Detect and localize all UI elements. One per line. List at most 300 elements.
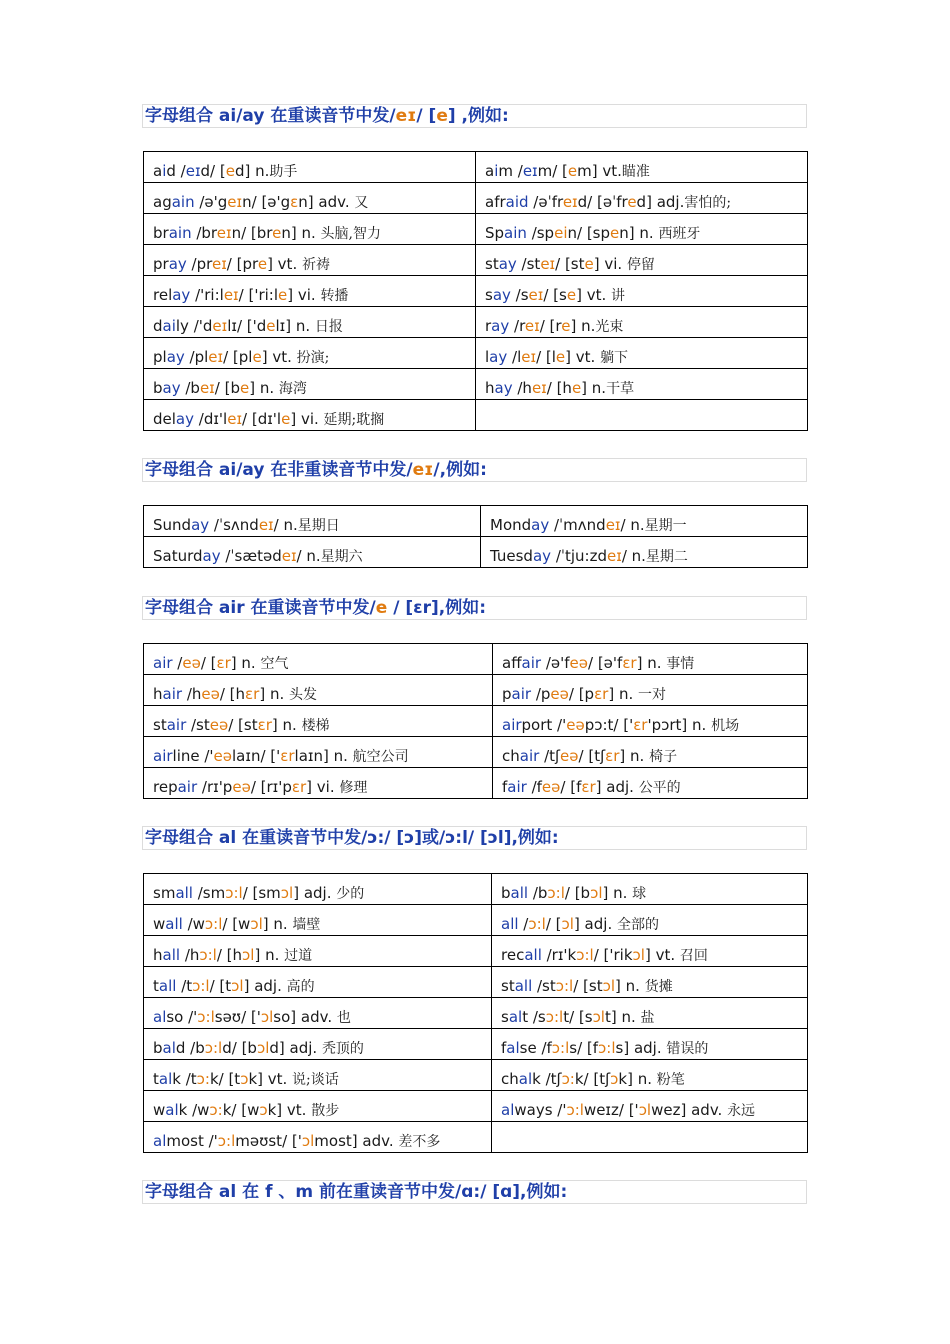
word-segment: /rɪ'p bbox=[197, 778, 233, 796]
word-segment: i bbox=[162, 162, 167, 180]
meaning-text: 永远 bbox=[727, 1103, 756, 1119]
word-segment: 在重读音节中发/ bbox=[244, 598, 376, 618]
word-segment: eə bbox=[569, 654, 588, 672]
meaning-text: 召回 bbox=[679, 948, 708, 964]
word-segment: /l bbox=[507, 348, 522, 366]
word-segment: ay bbox=[494, 379, 513, 397]
word-segment: air bbox=[166, 716, 187, 734]
vocab-entry-cell bbox=[476, 245, 808, 276]
word-segment: 在非重读音节中发/ bbox=[264, 460, 413, 480]
word-segment: 字母组合 bbox=[145, 828, 219, 848]
word-segment: air bbox=[507, 778, 527, 796]
table-row bbox=[144, 245, 808, 276]
word-segment: 字母组合 bbox=[145, 598, 219, 618]
meaning-text: 停留 bbox=[626, 257, 655, 273]
word-segment: so] adv. bbox=[273, 1008, 337, 1026]
section-heading-al bbox=[142, 826, 807, 850]
word-segment: wez] adv. bbox=[651, 1101, 728, 1119]
word-segment: /st bbox=[532, 977, 556, 995]
meaning-text: 西班牙 bbox=[658, 226, 701, 242]
meaning-text: 干草 bbox=[606, 381, 635, 397]
meaning-text: 全部的 bbox=[616, 917, 659, 933]
word-segment: ay bbox=[492, 286, 511, 304]
word-segment: ei bbox=[554, 224, 568, 242]
word-segment: ch bbox=[502, 747, 520, 765]
word-segment: / [r bbox=[539, 317, 562, 335]
word-segment: al bbox=[165, 1101, 179, 1119]
word-segment: /s bbox=[510, 286, 529, 304]
table-row bbox=[144, 152, 808, 183]
word-segment: al bbox=[218, 1182, 237, 1202]
word-segment: e bbox=[272, 224, 282, 242]
table-row bbox=[144, 369, 808, 400]
word-segment: 在重读音节中发/ɔ:/ [ɔ]或/ɔ:l/ [ɔl],例如: bbox=[236, 828, 559, 848]
table-row bbox=[144, 737, 808, 768]
word-segment: al bbox=[153, 1132, 167, 1150]
vocab-entry-cell bbox=[476, 276, 808, 307]
word-segment: br bbox=[153, 224, 169, 242]
word-segment: /p bbox=[531, 685, 551, 703]
word-segment: / [ə'f bbox=[588, 654, 623, 672]
word-segment: all bbox=[501, 915, 519, 933]
word-segment: ] n. bbox=[615, 977, 645, 995]
word-segment: s/ [f bbox=[569, 1039, 599, 1057]
word-segment: s bbox=[501, 1008, 509, 1026]
word-segment: e bbox=[627, 193, 637, 211]
word-segment: f bbox=[502, 778, 508, 796]
word-segment: t bbox=[153, 977, 159, 995]
word-segment: Tuesd bbox=[490, 547, 533, 565]
word-segment: lɪ] n. bbox=[275, 317, 315, 335]
word-segment: e bbox=[561, 317, 571, 335]
word-segment: e bbox=[252, 348, 262, 366]
meaning-text: 错误的 bbox=[666, 1041, 709, 1057]
word-segment: ] vt. bbox=[261, 348, 297, 366]
word-segment: ay bbox=[175, 410, 194, 428]
section-heading-ai-ay-stressed bbox=[142, 104, 807, 128]
word-segment: m] vt. bbox=[577, 162, 622, 180]
meaning-text: 过道 bbox=[284, 948, 313, 964]
vocab-table-al bbox=[143, 873, 808, 1153]
word-segment: eɪ bbox=[521, 348, 537, 366]
vocab-entry-cell bbox=[144, 369, 476, 400]
table-row bbox=[144, 706, 808, 737]
meaning-text: 航空公司 bbox=[352, 749, 409, 765]
word-segment: air bbox=[519, 747, 540, 765]
word-segment: /sm bbox=[192, 884, 226, 902]
word-segment: ɔ bbox=[240, 1070, 249, 1088]
word-segment: ɔ:l bbox=[545, 1008, 564, 1026]
meaning-text: 修理 bbox=[339, 780, 368, 796]
word-segment: / n. bbox=[620, 516, 645, 534]
word-segment: /b bbox=[528, 884, 548, 902]
word-segment: m / bbox=[498, 162, 523, 180]
word-segment: al bbox=[218, 828, 237, 848]
word-segment: pl bbox=[153, 348, 167, 366]
word-segment: e bbox=[257, 255, 268, 273]
empty-cell bbox=[492, 1122, 808, 1153]
meaning-text: 空气 bbox=[260, 656, 289, 672]
vocab-entry-cell bbox=[144, 338, 476, 369]
word-segment: / [st bbox=[228, 716, 258, 734]
meaning-text: 瞄准 bbox=[621, 164, 650, 180]
meaning-text: 楼梯 bbox=[301, 718, 330, 734]
word-segment: air bbox=[218, 598, 245, 618]
word-segment: /t bbox=[176, 977, 193, 995]
word-segment: ɔ:l bbox=[217, 1132, 236, 1150]
word-segment: ɔ:l bbox=[528, 915, 546, 933]
word-segment: rep bbox=[153, 778, 178, 796]
word-segment: k] n. bbox=[618, 1070, 657, 1088]
word-segment: w bbox=[153, 915, 166, 933]
word-segment: h bbox=[153, 946, 163, 964]
vocab-entry-cell bbox=[493, 737, 808, 768]
table-row bbox=[144, 307, 808, 338]
word-segment: e bbox=[555, 348, 566, 366]
word-segment: eɪ bbox=[258, 516, 274, 534]
word-segment: all bbox=[524, 946, 542, 964]
word-segment: ay bbox=[531, 516, 550, 534]
word-segment: n/ [sp bbox=[567, 224, 611, 242]
word-segment: air bbox=[153, 747, 173, 765]
meaning-text: 头脑,智力 bbox=[320, 226, 381, 242]
vocab-entry-cell bbox=[144, 1029, 492, 1060]
word-segment: k /t bbox=[172, 1070, 197, 1088]
word-segment: a bbox=[153, 162, 163, 180]
word-segment: ] n. bbox=[608, 685, 639, 703]
word-segment: 在 bbox=[236, 1182, 266, 1202]
meaning-text: 椅子 bbox=[649, 749, 678, 765]
vocab-entry-cell bbox=[476, 369, 808, 400]
meaning-text: 货摊 bbox=[644, 979, 673, 995]
vocab-entry-cell bbox=[144, 644, 493, 675]
vocab-entry-cell bbox=[144, 905, 492, 936]
table-row bbox=[144, 276, 808, 307]
vocab-entry-cell bbox=[492, 1091, 808, 1122]
vocab-entry-cell bbox=[492, 967, 808, 998]
word-segment: / [b bbox=[564, 884, 591, 902]
vocab-entry-cell bbox=[476, 338, 808, 369]
word-segment: ] vi. bbox=[593, 255, 627, 273]
word-segment: ly /'d bbox=[175, 317, 213, 335]
section-heading-ai-ay-unstressed bbox=[142, 458, 807, 482]
word-segment: /ə'g bbox=[194, 193, 228, 211]
vocab-entry-cell bbox=[492, 1060, 808, 1091]
table-row bbox=[144, 644, 808, 675]
vocab-entry-cell bbox=[144, 214, 476, 245]
word-segment: /h bbox=[182, 685, 202, 703]
word-segment: most] adv. bbox=[314, 1132, 399, 1150]
vocab-entry-cell bbox=[492, 1029, 808, 1060]
vocab-entry-cell bbox=[476, 307, 808, 338]
section-heading-air bbox=[142, 596, 807, 620]
vocab-entry-cell bbox=[476, 183, 808, 214]
word-segment: ɔ:l bbox=[555, 977, 574, 995]
word-segment: ɔ:l bbox=[576, 946, 594, 964]
word-segment: del bbox=[153, 410, 176, 428]
word-segment: ] adj. bbox=[573, 915, 617, 933]
word-segment: k /tʃ bbox=[532, 1070, 562, 1088]
word-segment: / bbox=[172, 654, 183, 672]
meaning-text: 星期二 bbox=[645, 549, 688, 565]
word-segment: aid bbox=[505, 193, 529, 211]
word-segment: al bbox=[506, 1039, 520, 1057]
meaning-text: 高的 bbox=[286, 979, 315, 995]
word-segment: ɔ:l bbox=[192, 977, 210, 995]
word-segment: i bbox=[494, 162, 499, 180]
table-row bbox=[144, 506, 808, 537]
word-segment: d / bbox=[166, 162, 186, 180]
table-row bbox=[144, 338, 808, 369]
word-segment: 'pɔrt] n. bbox=[647, 716, 712, 734]
vocab-entry-cell bbox=[144, 706, 493, 737]
word-segment: ɔl bbox=[561, 915, 574, 933]
word-segment: eɪ bbox=[531, 379, 547, 397]
word-segment: eə bbox=[560, 747, 579, 765]
word-segment: ɔ bbox=[259, 1101, 268, 1119]
word-segment: ] ,例如: bbox=[447, 106, 509, 126]
word-segment: t /s bbox=[522, 1008, 546, 1026]
meaning-text: 散步 bbox=[311, 1103, 340, 1119]
meaning-text: 日报 bbox=[314, 319, 343, 335]
table-row bbox=[144, 675, 808, 706]
word-segment: /br bbox=[191, 224, 217, 242]
meaning-text: 也 bbox=[336, 1010, 351, 1026]
word-segment: ] vi. bbox=[287, 286, 321, 304]
word-segment: ag bbox=[153, 193, 172, 211]
word-segment: ] n. bbox=[636, 654, 667, 672]
table-row bbox=[144, 874, 808, 905]
word-segment: f bbox=[265, 1182, 273, 1202]
word-segment: eɪ bbox=[540, 255, 556, 273]
vocab-entry-cell bbox=[476, 152, 808, 183]
word-segment: b bbox=[501, 884, 511, 902]
word-segment: h bbox=[485, 379, 495, 397]
vocab-entry-cell bbox=[144, 307, 476, 338]
word-segment: / [ bbox=[545, 915, 562, 933]
word-segment: e bbox=[436, 106, 448, 126]
word-segment: all bbox=[165, 915, 183, 933]
word-segment: / [ bbox=[387, 598, 414, 618]
word-segment: ɔ:l bbox=[199, 946, 217, 964]
word-segment: ay bbox=[172, 286, 191, 304]
word-segment: a bbox=[485, 162, 495, 180]
vocab-entry-cell bbox=[493, 644, 808, 675]
vocab-entry-cell bbox=[144, 537, 481, 568]
word-segment: s] adj. bbox=[615, 1039, 667, 1057]
word-segment: ɔ:l bbox=[225, 884, 243, 902]
word-segment: e bbox=[567, 162, 578, 180]
table-row bbox=[144, 537, 808, 568]
word-segment: ɔ: bbox=[561, 1070, 575, 1088]
word-segment: ay bbox=[202, 547, 221, 565]
word-segment: / [pr bbox=[226, 255, 258, 273]
vocab-entry-cell bbox=[481, 537, 808, 568]
word-segment: e bbox=[571, 379, 582, 397]
table-row bbox=[144, 998, 808, 1029]
word-segment: /st bbox=[516, 255, 541, 273]
word-segment: ɔl bbox=[301, 1132, 315, 1150]
word-segment: eɪ bbox=[185, 162, 201, 180]
word-segment: d /b bbox=[175, 1039, 205, 1057]
word-segment: ay bbox=[498, 255, 517, 273]
word-segment: ay bbox=[489, 348, 508, 366]
word-segment: /h bbox=[512, 379, 532, 397]
meaning-text: 盐 bbox=[640, 1010, 655, 1026]
word-segment: eɪ bbox=[223, 286, 239, 304]
vocab-entry-cell bbox=[144, 400, 476, 431]
word-segment: line /' bbox=[172, 747, 214, 765]
word-segment: ɔ:l bbox=[204, 915, 223, 933]
word-segment: all bbox=[514, 977, 533, 995]
word-segment: ] vi. bbox=[290, 410, 324, 428]
word-segment: d/ [b bbox=[222, 1039, 257, 1057]
word-segment: /ˈsætəd bbox=[220, 547, 282, 565]
word-segment: k/ [w bbox=[222, 1101, 260, 1119]
word-segment: ɛr bbox=[622, 654, 637, 672]
word-segment: ain bbox=[168, 224, 192, 242]
word-segment: p bbox=[502, 685, 512, 703]
vocab-entry-cell bbox=[493, 768, 808, 799]
meaning-text: 头发 bbox=[289, 687, 317, 703]
word-segment: ɔ: bbox=[209, 1101, 223, 1119]
vocab-entry-cell bbox=[492, 874, 808, 905]
word-segment: n] n. bbox=[619, 224, 659, 242]
word-segment: eə bbox=[232, 778, 251, 796]
vocab-entry-cell bbox=[144, 183, 476, 214]
word-segment: e bbox=[375, 598, 388, 618]
word-segment: 在重读音节中发/ bbox=[264, 106, 396, 126]
word-segment: n/ [ə'g bbox=[242, 193, 291, 211]
word-segment: rec bbox=[501, 946, 525, 964]
word-segment: eɪ bbox=[199, 379, 215, 397]
word-segment: ] n. bbox=[271, 716, 302, 734]
word-segment: rel bbox=[153, 286, 173, 304]
word-segment: ] n. bbox=[259, 685, 289, 703]
word-segment: n] adv. bbox=[298, 193, 355, 211]
word-segment: eɪ bbox=[528, 286, 544, 304]
word-segment: k] vt. bbox=[248, 1070, 293, 1088]
empty-cell bbox=[476, 400, 808, 431]
word-segment: / [tʃ bbox=[578, 747, 606, 765]
word-segment: afr bbox=[485, 193, 506, 211]
table-row bbox=[144, 936, 808, 967]
vocab-entry-cell bbox=[492, 998, 808, 1029]
word-segment: ɛr bbox=[413, 598, 431, 618]
word-segment: eɪ bbox=[562, 193, 578, 211]
word-segment: / [sm bbox=[242, 884, 281, 902]
word-segment: al bbox=[518, 1070, 533, 1088]
word-segment: eɪ bbox=[522, 162, 538, 180]
word-segment: / bbox=[518, 915, 529, 933]
word-segment: /,例如: bbox=[433, 460, 487, 480]
word-segment: al bbox=[162, 1039, 176, 1057]
word-segment: d/ [ bbox=[200, 162, 226, 180]
word-segment: ɛr bbox=[581, 778, 596, 796]
word-segment: h bbox=[153, 685, 163, 703]
word-segment: / [l bbox=[536, 348, 556, 366]
meaning-text: 星期六 bbox=[320, 549, 363, 565]
word-segment: /pl bbox=[184, 348, 209, 366]
vocab-entry-cell bbox=[144, 874, 492, 905]
meaning-text: 海湾 bbox=[278, 381, 307, 397]
word-segment: / n. bbox=[621, 547, 646, 565]
word-segment: eɪ bbox=[395, 106, 417, 126]
meaning-text: 光束 bbox=[595, 319, 624, 335]
word-segment: 前在重读音节中发/ɑ:/ [ɑ],例如: bbox=[313, 1182, 568, 1202]
word-segment: eɪ bbox=[227, 410, 243, 428]
word-segment: n/ [br bbox=[231, 224, 273, 242]
vocab-entry-cell bbox=[144, 936, 492, 967]
word-segment: e bbox=[266, 317, 276, 335]
word-segment: /pr bbox=[186, 255, 212, 273]
word-segment: ] vt. bbox=[267, 255, 302, 273]
word-segment: / [h bbox=[216, 946, 243, 964]
word-segment: weɪz/ [' bbox=[583, 1101, 639, 1119]
word-segment: b bbox=[153, 1039, 163, 1057]
word-segment: ɔl bbox=[602, 977, 616, 995]
word-segment: eɪ bbox=[227, 193, 243, 211]
meaning-text: 助手 bbox=[269, 164, 298, 180]
table-row bbox=[144, 214, 808, 245]
word-segment: m/ [ bbox=[537, 162, 568, 180]
vocab-entry-cell bbox=[144, 245, 476, 276]
word-segment: port /' bbox=[521, 716, 567, 734]
word-segment: eɪ bbox=[216, 224, 232, 242]
word-segment: /st bbox=[186, 716, 210, 734]
word-segment: ay bbox=[191, 516, 210, 534]
word-segment: al bbox=[501, 1101, 515, 1119]
word-segment: /rɪ'k bbox=[541, 946, 577, 964]
word-segment: / [h bbox=[219, 685, 246, 703]
word-segment: ɔ:l bbox=[598, 1039, 616, 1057]
meaning-text: 秃顶的 bbox=[321, 1041, 364, 1057]
word-segment: Sp bbox=[485, 224, 505, 242]
meaning-text: 球 bbox=[632, 886, 647, 902]
word-segment: s bbox=[485, 286, 493, 304]
word-segment: eə bbox=[541, 778, 561, 796]
word-segment: /w bbox=[182, 915, 205, 933]
word-segment: st bbox=[501, 977, 515, 995]
meaning-text: 粉笔 bbox=[656, 1072, 685, 1088]
word-segment: /'ri:l bbox=[190, 286, 224, 304]
word-segment: ɔ bbox=[610, 1070, 619, 1088]
word-segment: /ˈsʌnd bbox=[209, 516, 259, 534]
word-segment: ɛr bbox=[245, 685, 260, 703]
word-segment: t bbox=[153, 1070, 159, 1088]
word-segment: / [dɪ'l bbox=[242, 410, 282, 428]
word-segment: /ə'f bbox=[541, 654, 570, 672]
word-segment: eə bbox=[182, 654, 201, 672]
word-segment: k] vt. bbox=[267, 1101, 312, 1119]
word-segment: d] adj. bbox=[269, 1039, 322, 1057]
word-segment: 字母组合 bbox=[145, 1182, 219, 1202]
meaning-text: 又 bbox=[354, 195, 369, 211]
word-segment: ] n. bbox=[254, 946, 285, 964]
word-segment: /r bbox=[509, 317, 525, 335]
word-segment: all bbox=[162, 946, 181, 964]
word-segment: all bbox=[510, 884, 529, 902]
word-segment: eɪ bbox=[607, 547, 622, 565]
word-segment: /h bbox=[180, 946, 200, 964]
word-segment: al bbox=[508, 1008, 523, 1026]
word-segment: ] adj. bbox=[595, 778, 639, 796]
table-row bbox=[144, 1029, 808, 1060]
word-segment: /sp bbox=[526, 224, 555, 242]
section-heading-al-before-f-m bbox=[142, 1180, 807, 1204]
word-segment: ɔl bbox=[638, 1101, 652, 1119]
word-segment: 字母组合 bbox=[145, 106, 219, 126]
